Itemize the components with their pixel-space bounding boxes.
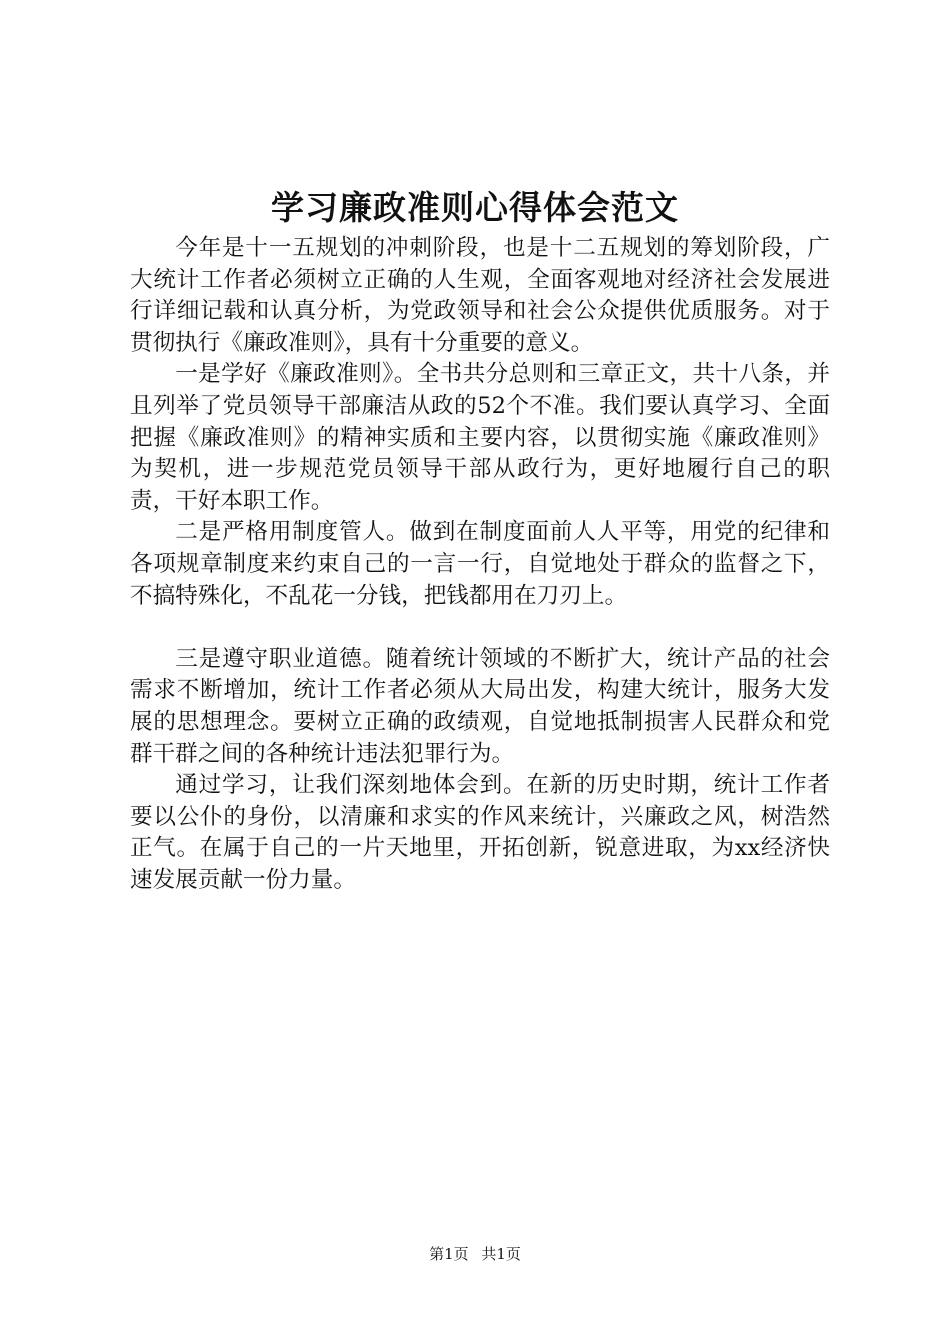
page-number: 第1页 xyxy=(429,1245,469,1263)
document-body xyxy=(130,233,830,896)
paragraph-point-two: 二是严格用制度管人。做到在制度面前人人平等，用党的纪律和各项规章制度来约束自己的一言一行，自觉地处于群众的监督之下，不搞特殊化，不乱花一分钱，把钱都用在刀刃上。 xyxy=(130,519,830,609)
paragraph-intro: 今年是十一五规划的冲刺阶段，也是十二五规划的筹划阶段，广大统计工作者必须树立正确的人生观，全面客观地对经济社会发展进行详细记载和认真分析，为党政领导和社会公众提供优质服务。对于贯彻执行《廉政准则》，具有十分重要的意义。 xyxy=(130,235,830,356)
paragraph-point-three: 三是遵守职业道德。随着统计领域的不断扩大，统计产品的社会需求不断增加，统计工作者必须从大局出发，构建大统计，服务大发展的思想理念。要树立正确的政绩观，自觉地抵制损害人民群众和党群干群之间的各种统计违法犯罪行为。 xyxy=(130,645,830,767)
document-title: 学习廉政准则心得体会范文 xyxy=(271,188,679,227)
page-total: 共1页 xyxy=(481,1245,521,1263)
page-footer xyxy=(0,1244,950,1264)
paragraph-conclusion: 通过学习，让我们深刻地体会到。在新的历史时期，统计工作者要以公仆的身份，以清廉和求实的作风来统计，兴廉政之风，树浩然正气。在属于自己的一片天地里，开拓创新，锐意进取，为xx经济快速发展贡献一份力量。 xyxy=(130,772,830,893)
paragraph-point-one: 一是学好《廉政准则》。全书共分总则和三章正文，共十八条，并且列举了党员领导干部廉洁从政的52个不准。我们要认真学习、全面把握《廉政准则》的精神实质和主要内容，以贯彻实施《廉政准则》为契机，进一步规范党员领导干部从政行为，更好地履行自己的职责，干好本职工作。 xyxy=(130,361,830,514)
